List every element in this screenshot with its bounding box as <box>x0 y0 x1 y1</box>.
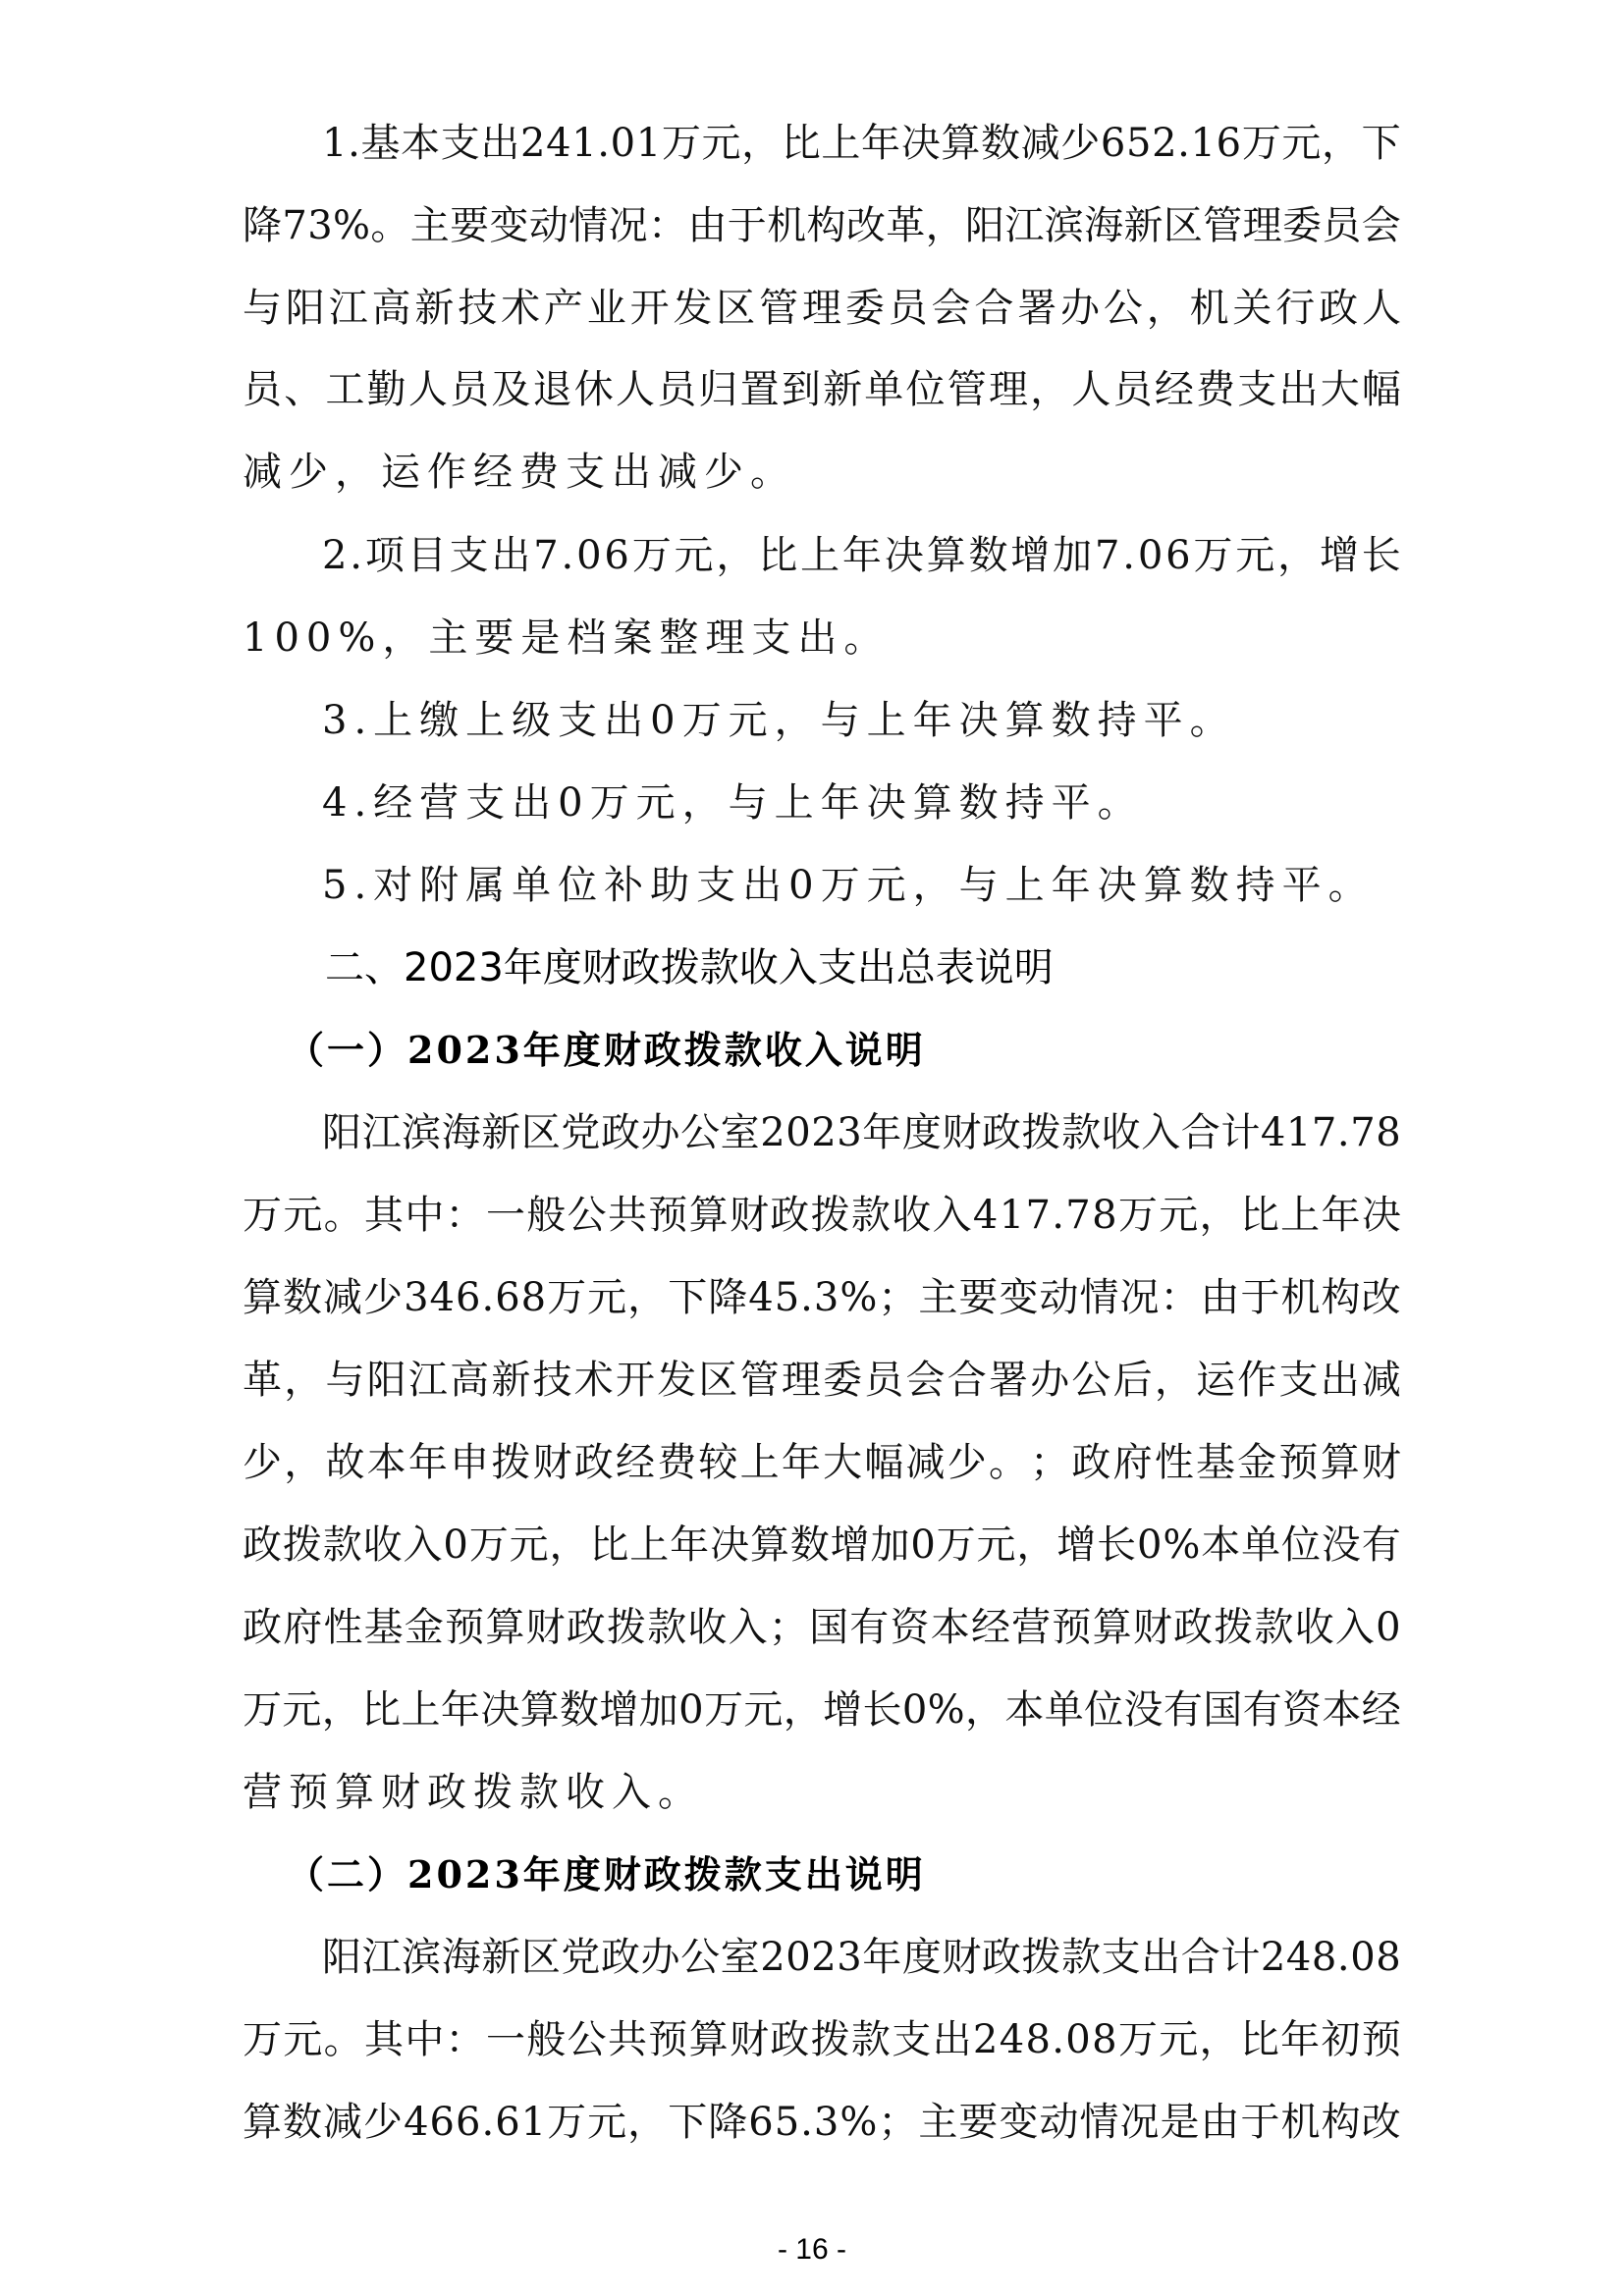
paragraph-line: 降 7 3 % 。 主 要 变 动 情 况 ： 由 于 机 构 改 革 ， 阳 江 滨 海 新 区 管 理 委 员 会 <box>243 203 1401 248</box>
subsection-heading: （二）2023年度财政拨款支出说明 <box>287 1852 926 1896</box>
paragraph-line: 算 数 减 少 3 4 6 . 6 8 万 元 ， 下 降 4 5 . 3 % ； 主 要 变 动 情 况 ： 由 于 机 构 改 <box>243 1275 1401 1320</box>
paragraph-line: 2 . 项 目 支 出 7 . 0 6 万 元 ， 比 上 年 决 算 数 增 加 7 . 0 6 万 元 ， 增 长 <box>322 533 1401 578</box>
section-heading: 二、2023年度财政拨款收入支出总表说明 <box>325 945 1054 990</box>
paragraph-line: 4.经营支出0万元，与上年决算数持平。 <box>322 780 1144 826</box>
paragraph-line: 万 元 。 其 中 ： 一 般 公 共 预 算 财 政 拨 款 支 出 2 4 8 . 0 8 万 元 ， 比 年 初 预 <box>243 2017 1401 2062</box>
paragraph-line: 3.上缴上级支出0万元，与上年决算数持平。 <box>322 698 1236 743</box>
paragraph-line: 革 ， 与 阳 江 高 新 技 术 开 发 区 管 理 委 员 会 合 署 办 公 后 ， 运 作 支 出 减 <box>243 1358 1401 1403</box>
paragraph-line: 100%，主要是档案整理支出。 <box>243 615 891 661</box>
paragraph-line: 减少，运作经费支出减少。 <box>243 450 796 495</box>
paragraph-line: 少 ， 故 本 年 申 拨 财 政 经 费 较 上 年 大 幅 减 少 。 ； 政 府 性 基 金 预 算 财 <box>243 1440 1401 1485</box>
paragraph-line: 阳 江 滨 海 新 区 党 政 办 公 室 2 0 2 3 年 度 财 政 拨 款 收 入 合 计 4 1 7 . 7 8 <box>322 1110 1401 1155</box>
paragraph-line: 阳 江 滨 海 新 区 党 政 办 公 室 2 0 2 3 年 度 财 政 拨 款 支 出 合 计 2 4 8 . 0 8 <box>322 1935 1401 1980</box>
page-number: - 16 - <box>777 2233 847 2266</box>
paragraph-line: 政 拨 款 收 入 0 万 元 ， 比 上 年 决 算 数 增 加 0 万 元 ， 增 长 0 % 本 单 位 没 有 <box>243 1522 1401 1568</box>
paragraph-line: 万 元 。 其 中 ： 一 般 公 共 预 算 财 政 拨 款 收 入 4 1 7 . 7 8 万 元 ， 比 上 年 决 <box>243 1193 1401 1238</box>
subsection-heading: （一）2023年度财政拨款收入说明 <box>287 1028 926 1072</box>
paragraph-line: 营预算财政拨款收入。 <box>243 1770 704 1815</box>
paragraph-line: 万 元 ， 比 上 年 决 算 数 增 加 0 万 元 ， 增 长 0 % ， 本 单 位 没 有 国 有 资 本 经 <box>243 1687 1401 1733</box>
paragraph-line: 与 阳 江 高 新 技 术 产 业 开 发 区 管 理 委 员 会 合 署 办 公 ， 机 关 行 政 人 <box>243 286 1401 331</box>
paragraph-line: 政 府 性 基 金 预 算 财 政 拨 款 收 入 ； 国 有 资 本 经 营 预 算 财 政 拨 款 收 入 0 <box>243 1605 1401 1650</box>
paragraph-line: 员 、 工 勤 人 员 及 退 休 人 员 归 置 到 新 单 位 管 理 ， 人 员 经 费 支 出 大 幅 <box>243 367 1401 412</box>
paragraph-line: 1 . 基 本 支 出 2 4 1 . 0 1 万 元 ， 比 上 年 决 算 数 减 少 6 5 2 . 1 6 万 元 ， 下 <box>322 121 1401 166</box>
paragraph-line: 算 数 减 少 4 6 6 . 6 1 万 元 ， 下 降 6 5 . 3 % ； 主 要 变 动 情 况 是 由 于 机 构 改 <box>243 2100 1401 2145</box>
paragraph-line: 5.对附属单位补助支出0万元，与上年决算数持平。 <box>322 863 1375 908</box>
